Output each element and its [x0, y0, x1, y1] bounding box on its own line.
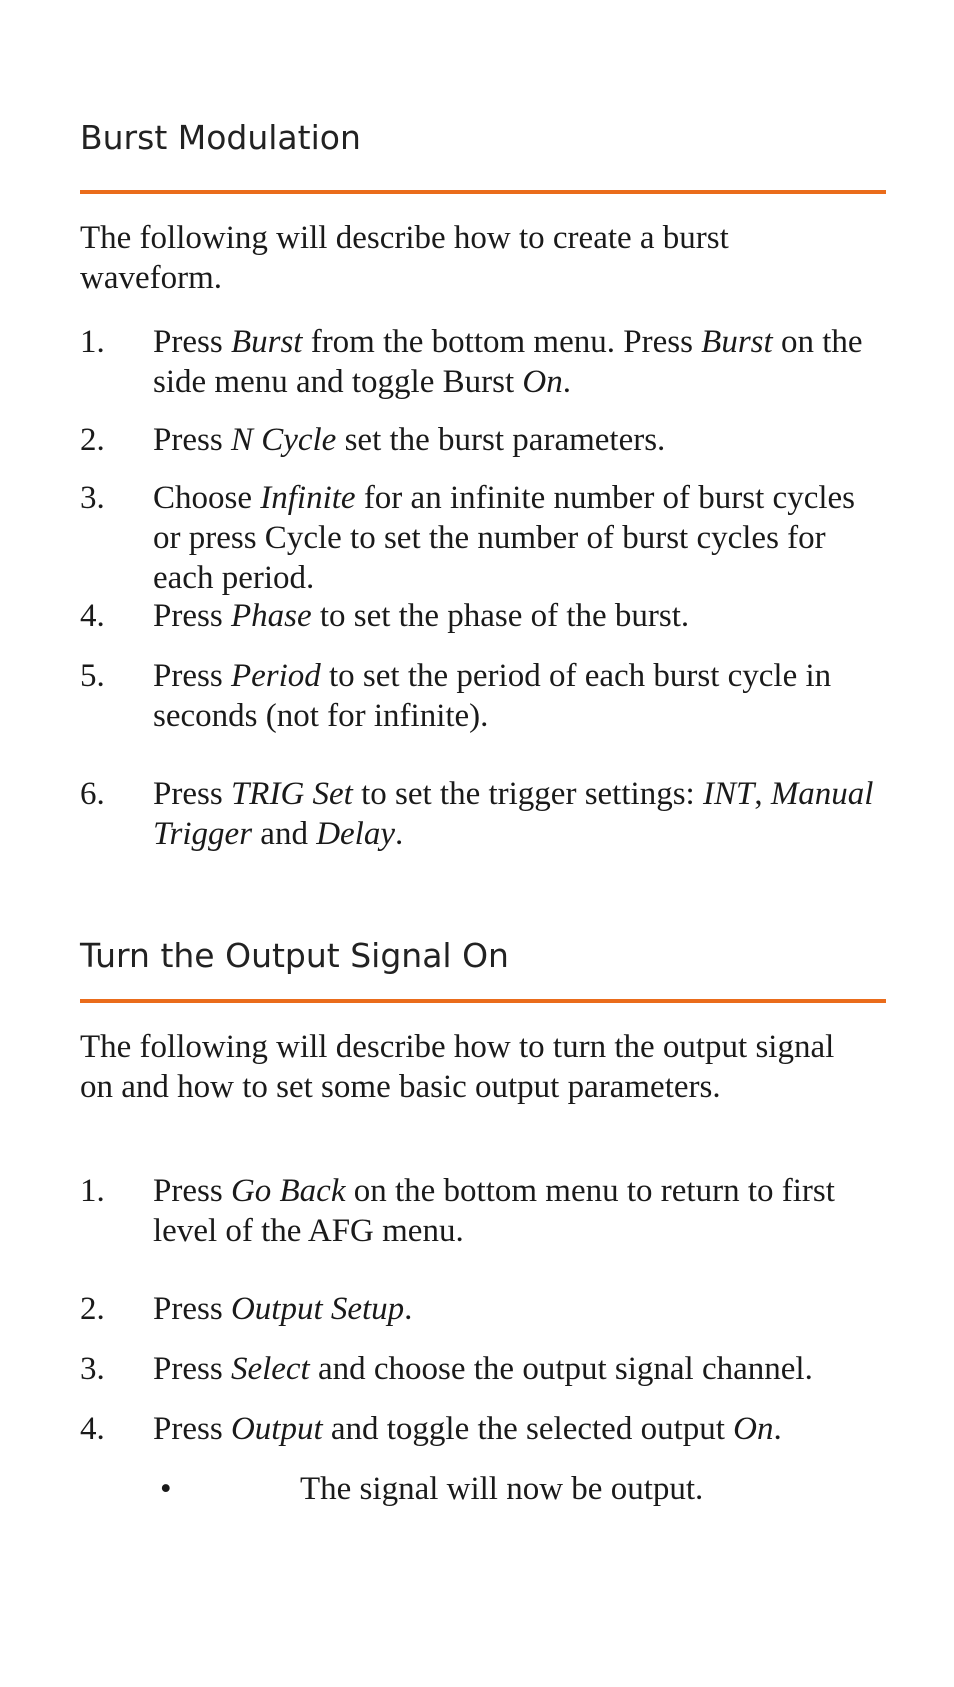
step-text — [153, 1291, 412, 1327]
step-text-run: from the bottom menu. Press — [302, 324, 702, 360]
list-item — [160, 1469, 954, 1509]
emphasized-term: Select — [230, 1351, 310, 1387]
emphasized-term: Burst — [701, 324, 773, 360]
step-text-run: Choose — [153, 480, 261, 516]
step-text-run: Press — [153, 776, 231, 812]
step-text — [153, 324, 863, 400]
section-heading-burst: Burst Modulation — [80, 118, 361, 157]
step-text-run: . — [562, 364, 571, 400]
emphasized-term: Manual Trigger — [153, 776, 874, 852]
intro-paragraph: The following will describe how to create a burst waveform. — [80, 220, 729, 296]
emphasized-term: Go Back — [230, 1173, 346, 1209]
emphasized-term: INT — [702, 776, 755, 812]
step-text-run: to set the period of each burst cycle in seconds (not for infinite). — [153, 658, 832, 734]
emphasized-term: TRIG Set — [230, 776, 353, 812]
step-text-run: Press — [153, 324, 231, 360]
emphasized-term: Phase — [230, 598, 312, 634]
emphasized-term: Burst — [230, 324, 303, 360]
emphasized-term: Output — [230, 1411, 323, 1447]
emphasized-term: N Cycle — [230, 422, 337, 458]
list-item — [80, 656, 886, 736]
step-text-run: to set the trigger settings: — [352, 776, 703, 812]
list-item — [80, 596, 886, 636]
step-text-run: and choose the output signal channel. — [309, 1351, 813, 1387]
section-heading-output: Turn the Output Signal On — [80, 936, 509, 975]
step-text-run: and toggle the selected output — [322, 1411, 734, 1447]
step-text-run: Press — [153, 598, 231, 634]
step-text-run: on the side menu and toggle Burst — [153, 324, 863, 400]
emphasized-term: Period — [230, 658, 321, 694]
emphasized-term: Infinite — [260, 480, 356, 516]
step-number: 4. — [80, 598, 105, 634]
step-text-run: Press — [153, 422, 231, 458]
step-number: 3. — [80, 1351, 105, 1387]
step-number: 2. — [80, 1291, 105, 1327]
list-item — [80, 774, 886, 854]
step-number: 4. — [80, 1411, 105, 1447]
emphasized-term: Delay — [316, 816, 395, 852]
step-text — [153, 1411, 782, 1447]
step-text — [153, 776, 873, 852]
step-text-run: for an infinite number of burst cycles or press Cycle to set the number of burst cycles for each period. — [153, 480, 855, 596]
step-text — [153, 480, 855, 596]
emphasized-term: On — [522, 364, 563, 400]
step-text-run: . — [773, 1411, 782, 1447]
step-number: 1. — [80, 324, 105, 360]
step-text-run: . — [395, 816, 404, 852]
bullet-text: The signal will now be output. — [300, 1471, 704, 1507]
step-text — [153, 1173, 835, 1249]
step-text — [153, 422, 665, 458]
step-text-run: Press — [153, 1411, 231, 1447]
step-text — [153, 1351, 813, 1387]
emphasized-term: On — [733, 1411, 774, 1447]
step-text-run: . — [404, 1291, 413, 1327]
list-item — [80, 420, 886, 460]
step-text-run: and — [252, 816, 317, 852]
step-text-run: on the bottom menu to return to first level of the AFG menu. — [153, 1173, 835, 1249]
step-number: 3. — [80, 480, 105, 516]
list-item — [80, 1349, 886, 1389]
bullet-symbol: • — [160, 1471, 172, 1507]
step-text-run: set the burst parameters. — [336, 422, 666, 458]
step-text — [153, 598, 689, 634]
intro-paragraph: The following will describe how to turn the output signal on and how to set some basic output parameters. — [80, 1029, 835, 1105]
step-number: 5. — [80, 658, 105, 694]
heading-rule — [80, 999, 886, 1003]
list-item — [80, 1409, 886, 1449]
step-text — [153, 658, 831, 734]
step-text-run: Press — [153, 1291, 231, 1327]
heading-rule — [80, 190, 886, 194]
step-text-run: , — [754, 776, 771, 812]
step-text-run: Press — [153, 658, 231, 694]
step-text-run: to set the phase of the burst. — [311, 598, 690, 634]
list-item — [80, 1289, 886, 1329]
step-text-run: Press — [153, 1173, 231, 1209]
list-item — [80, 322, 886, 402]
step-number: 6. — [80, 776, 105, 812]
step-number: 1. — [80, 1173, 105, 1209]
list-item — [80, 478, 886, 598]
list-item — [80, 1171, 886, 1251]
step-number: 2. — [80, 422, 105, 458]
emphasized-term: Output Setup — [230, 1291, 405, 1327]
step-text-run: Press — [153, 1351, 231, 1387]
